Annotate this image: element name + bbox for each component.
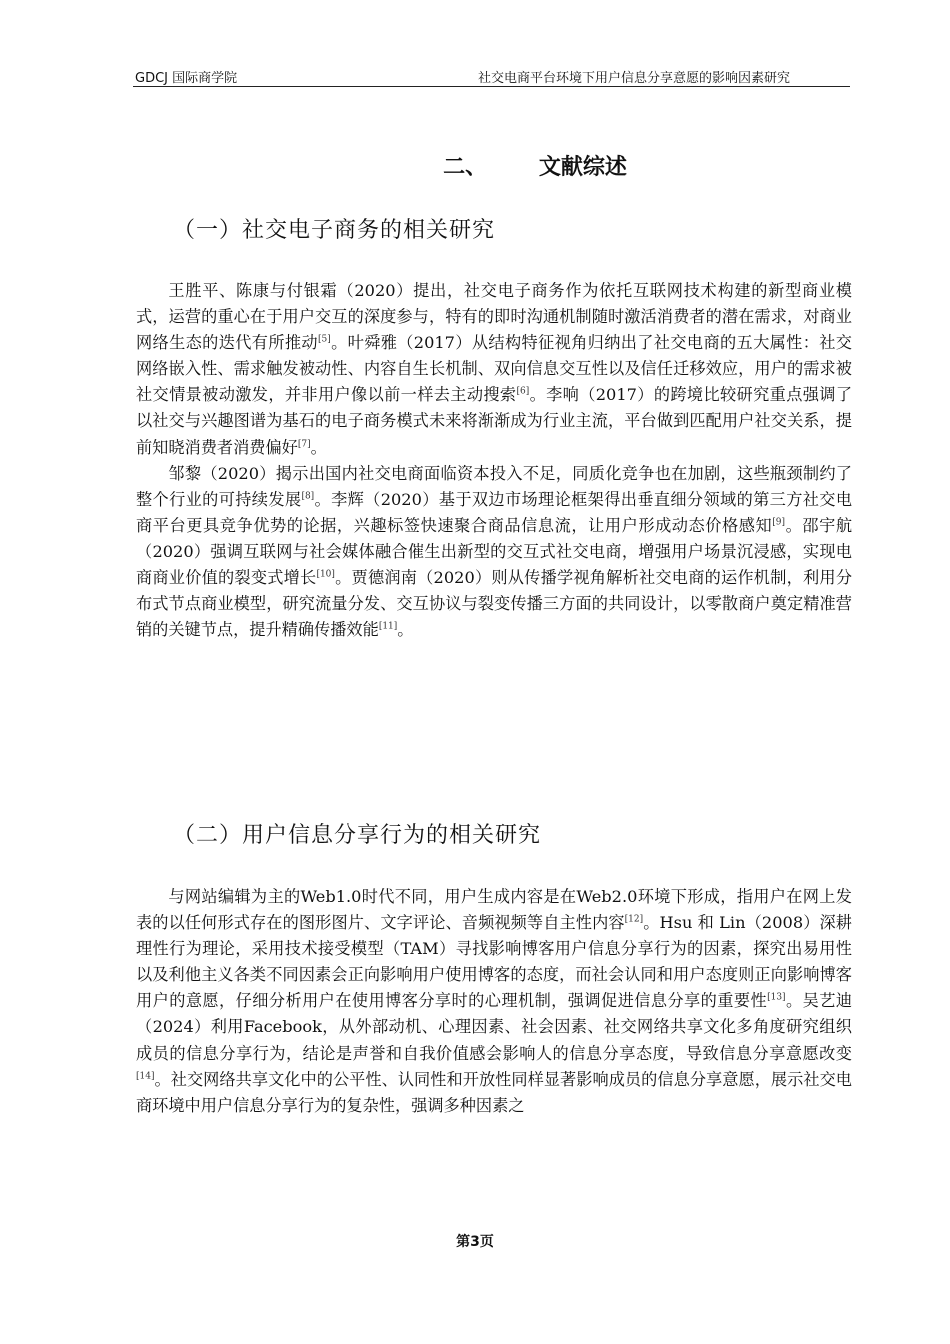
citation-ref: [7] xyxy=(297,439,311,450)
section-heading-1: （一）社交电子商务的相关研究 xyxy=(173,218,496,243)
citation-ref: [14] xyxy=(136,1071,155,1082)
chapter-number: 二、 xyxy=(443,155,488,180)
citation-ref: [11] xyxy=(378,621,398,632)
paragraph: 邹黎（2020）揭示出国内社交电商面临资本投入不足，同质化竞争也在加剧，这些瓶颈制约了整个行业的可持续发展[8]。李辉（2020）基于双边市场理论框架得出垂直细分领域的第三方社交电商平台更具竞争优势的论据，兴趣标签快速聚合商品信息流，让用户形成动态价格感知[9]。邵宇航（2020）强调互联网与社会媒体融合催生出新型的交互式社交电商，增强用户场景沉浸感，实现电商商业价值的裂变式增长[10]。贾德润南（2020）则从传播学视角解析社交电商的运作机制，利用分布式节点商业模型，研究流量分发、交互协议与裂变传播三方面的共同设计，以零散商户奠定精准营销的关键节点，提升精确传播效能[11]。 xyxy=(136,463,853,640)
header-thesis-title: 社交电商平台环境下用户信息分享意愿的影响因素研究 xyxy=(477,71,790,86)
citation-ref: [6] xyxy=(516,386,530,397)
page-header xyxy=(133,66,850,87)
section-heading-2: （二）用户信息分享行为的相关研究 xyxy=(173,823,542,848)
page-number: 第3页 xyxy=(456,1234,494,1250)
citation-ref: [9] xyxy=(772,517,786,528)
paragraph: 王胜平、陈康与付银霜（2020）提出，社交电子商务作为依托互联网技术构建的新型商业模式，运营的重心在于用户交互的深度参与，特有的即时沟通机制随时激活消费者的潜在需求，对商业网络生态的迭代有所推动[5]。叶舜雅（2017）从结构特征视角归纳出了社交电商的五大属性：社交网络嵌入性、需求触发被动性、内容自生长机制、双向信息交互性以及信任迁移效应，用户的需求被社交情景被动激发，并非用户像以前一样去主动搜索[6]。李响（2017）的跨境比较研究重点强调了以社交与兴趣图谱为基石的电子商务模式未来将渐渐成为行业主流，平台做到匹配用户社交关系，提前知晓消费者消费偏好[7]。 xyxy=(136,281,853,457)
section-1-body xyxy=(136,278,852,643)
citation-ref: [10] xyxy=(316,569,335,580)
paragraph: 与网站编辑为主的Web1.0时代不同，用户生成内容是在Web2.0环境下形成，指用户在网上发表的以任何形式存在的图形图片、文字评论、音频视频等自主性内容[12]。Hsu 和 Lin（2008）深耕理性行为理论，采用技术接受模型（TAM）寻找影响博客用户信息分享行为的因素，探究出易用性以及利他主义各类不同因素会正向影响用户使用博客的态度，而社会认同和用户态度则正向影响博客用户的意愿，仔细分析用户在使用博客分享时的心理机制，强调促进信息分享的重要性[13]。吴艺迪（2024）利用Facebook，从外部动机、心理因素、社会因素、社交网络共享文化多角度研究组织成员的信息分享行为，结论是声誉和自我价值感会影响人的信息分享态度，导致信息分享意愿改变[14]。社交网络共享文化中的公平性、认同性和开放性同样显著影响成员的信息分享意愿，展示社交电商环境中用户信息分享行为的复杂性，强调多种因素之 xyxy=(136,887,853,1115)
citation-ref: [12] xyxy=(624,914,644,925)
chapter-heading xyxy=(0,150,950,181)
section-2-body xyxy=(136,884,852,1119)
citation-ref: [5] xyxy=(317,334,331,345)
citation-ref: [8] xyxy=(301,491,315,502)
chapter-title: 文献综述 xyxy=(538,155,627,180)
citation-ref: [13] xyxy=(767,992,786,1003)
header-institution: GDCJ 国际商学院 xyxy=(135,71,238,86)
